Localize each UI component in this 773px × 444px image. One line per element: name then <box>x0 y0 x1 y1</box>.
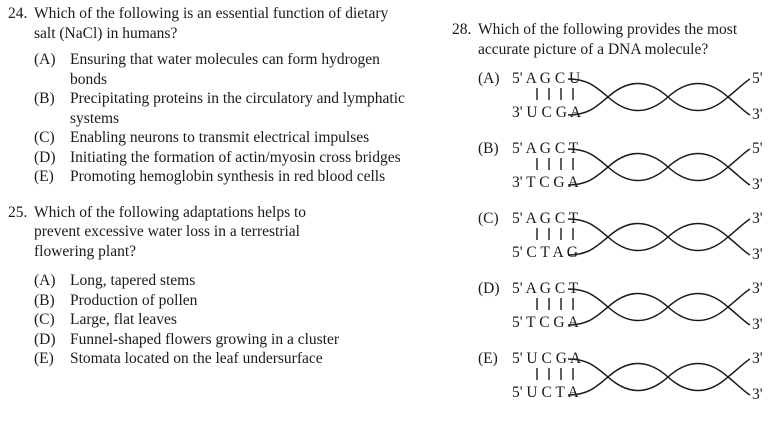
question-number: 28. <box>452 21 472 38</box>
strand-end-bottom: 3' <box>752 246 763 263</box>
question-25 <box>8 203 408 369</box>
dna-option-b[interactable] <box>478 139 773 209</box>
option-text: Enabling neurons to transmit electrical impulses <box>70 129 370 146</box>
strand-end-top: 5' <box>752 70 763 87</box>
strand-end-top: 3' <box>752 280 763 297</box>
option-letter: (B) <box>34 291 55 309</box>
question-stem <box>452 20 773 59</box>
question-text: Which of the following adaptations helps to prevent excessive water loss in a terrestrial flowering plant? <box>34 203 307 260</box>
strand-bottom: 5' U C T A <box>512 384 579 401</box>
option-text: Ensuring that water molecules can form hydrogen bonds <box>70 51 380 88</box>
double-helix-icon <box>568 349 768 409</box>
option-letter: (C) <box>34 129 55 146</box>
strand-top: 5' A G C T <box>512 140 579 157</box>
question-text: Which of the following is an essential function of dietary salt (NaCl) in humans? <box>34 5 389 42</box>
question-24 <box>8 4 408 187</box>
answer-options <box>8 50 408 187</box>
answer-option-e[interactable] <box>34 167 408 187</box>
strand-top: 5' A G C T <box>512 280 579 297</box>
option-text: Precipitating proteins in the circulatory and lymphatic systems <box>70 90 405 127</box>
answer-option-b[interactable] <box>34 89 408 128</box>
strand-bottom: 5' T C G A <box>512 314 579 331</box>
option-letter: (C) <box>34 311 55 328</box>
question-number: 25. <box>8 203 28 221</box>
strand-end-bottom: 3' <box>752 106 763 123</box>
option-letter: (E) <box>478 350 498 367</box>
strand-bottom: 3' U C G A <box>512 104 582 121</box>
option-text: Stomata located on the leaf undersurface <box>70 350 323 367</box>
answer-option-d[interactable] <box>34 148 408 168</box>
option-text: Production of pollen <box>70 291 198 309</box>
option-letter: (C) <box>478 210 499 227</box>
dna-option-c[interactable] <box>478 209 773 279</box>
strand-top: 5' A G C T <box>512 210 579 227</box>
answer-option-e[interactable] <box>34 349 408 369</box>
answer-options <box>8 271 408 369</box>
option-text: Long, tapered stems <box>70 272 196 289</box>
option-text: Large, flat leaves <box>70 311 177 328</box>
strand-top: 5' U C G A <box>512 350 582 367</box>
double-helix-icon <box>568 69 768 129</box>
option-letter: (D) <box>34 330 56 348</box>
strand-end-top: 3' <box>752 350 763 367</box>
question-stem <box>8 4 408 43</box>
answer-option-a[interactable] <box>34 50 408 89</box>
answer-option-a[interactable] <box>34 271 408 291</box>
question-28 <box>452 20 773 419</box>
answer-option-c[interactable] <box>34 310 408 330</box>
strand-bottom: 5' C T A G <box>512 244 578 261</box>
option-letter: (A) <box>34 51 56 68</box>
option-letter: (A) <box>34 272 56 289</box>
question-text: Which of the following provides the most accurate picture of a DNA molecule? <box>478 21 738 58</box>
question-stem <box>8 203 408 262</box>
double-helix-icon <box>568 139 768 199</box>
right-column <box>452 20 773 429</box>
double-helix-icon <box>568 209 768 269</box>
strand-top: 5' A G C U <box>512 70 581 87</box>
question-number: 24. <box>8 5 28 22</box>
option-letter: (D) <box>478 280 500 297</box>
option-letter: (D) <box>34 148 56 166</box>
option-letter: (B) <box>478 140 499 157</box>
strand-end-bottom: 3' <box>752 176 763 193</box>
strand-end-bottom: 3' <box>752 386 763 403</box>
option-text: Funnel-shaped flowers growing in a cluster <box>70 330 340 348</box>
double-helix-icon <box>568 279 768 339</box>
dna-option-e[interactable] <box>478 349 773 419</box>
option-letter: (A) <box>478 70 500 87</box>
strand-end-top: 3' <box>752 210 763 227</box>
answer-option-b[interactable] <box>34 291 408 311</box>
option-text: Initiating the formation of actin/myosin cross bridges <box>70 148 401 166</box>
dna-option-d[interactable] <box>478 279 773 349</box>
strand-end-bottom: 3' <box>752 316 763 333</box>
answer-option-d[interactable] <box>34 330 408 350</box>
left-column <box>8 4 408 379</box>
strand-end-top: 5' <box>752 140 763 157</box>
dna-option-a[interactable] <box>478 69 773 139</box>
dna-options <box>478 69 773 419</box>
option-letter: (B) <box>34 90 55 107</box>
option-letter: (E) <box>34 168 54 185</box>
strand-bottom: 3' T C G A <box>512 174 579 191</box>
option-letter: (E) <box>34 350 54 367</box>
option-text: Promoting hemoglobin synthesis in red blood cells <box>70 168 386 185</box>
answer-option-c[interactable] <box>34 128 408 148</box>
